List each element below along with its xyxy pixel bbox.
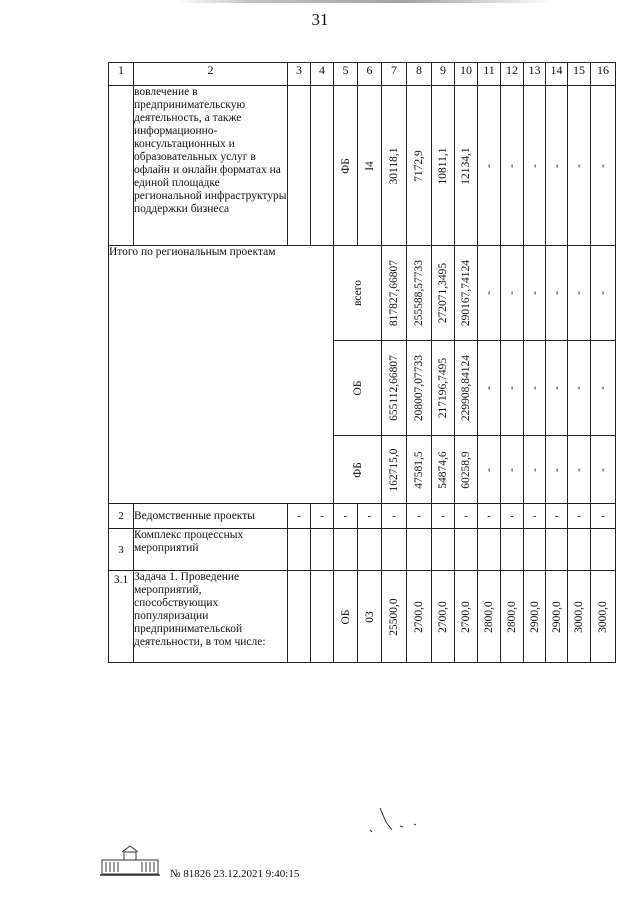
dash-cell <box>546 436 568 504</box>
budget-table <box>108 62 616 663</box>
row-number: 3.1 <box>109 571 134 663</box>
dash-text: - <box>528 386 541 390</box>
table-row <box>109 571 616 663</box>
header-cell: 3 <box>288 63 311 86</box>
page-number: 31 <box>311 10 329 29</box>
dash-cell: - <box>288 504 311 529</box>
value-cell <box>591 571 616 663</box>
dash-text: - <box>550 386 563 390</box>
empty-cell <box>432 529 455 571</box>
dash-cell <box>591 341 616 436</box>
value-cell <box>432 86 455 246</box>
dash-cell <box>591 246 616 341</box>
value-text: 2900,0 <box>528 600 541 633</box>
dash-text: - <box>597 467 609 472</box>
header-cell: 15 <box>568 63 591 86</box>
source-cell <box>334 246 382 341</box>
dash-cell <box>546 86 568 246</box>
row-description: Ведомственные проекты <box>134 504 288 529</box>
dash-cell <box>501 86 524 246</box>
dash-cell <box>524 436 546 504</box>
dash-text: - <box>573 291 585 295</box>
dash-cell: - <box>455 504 478 529</box>
header-cell: 4 <box>311 63 334 86</box>
pen-marks <box>340 800 460 840</box>
dash-cell <box>524 246 546 341</box>
empty-cell <box>455 529 478 571</box>
dash-cell <box>478 436 501 504</box>
code-text: 03 <box>363 610 376 623</box>
source-cell <box>334 86 358 246</box>
empty-cell <box>288 86 311 246</box>
dash-cell <box>591 86 616 246</box>
value-cell <box>478 571 501 663</box>
value-cell <box>407 246 432 341</box>
dash-cell <box>568 86 591 246</box>
value-cell <box>455 436 478 504</box>
empty-cell <box>311 571 334 663</box>
value-cell <box>382 86 407 246</box>
dash-cell <box>478 246 501 341</box>
scan-artifact <box>175 0 555 3</box>
dash-cell: - <box>407 504 432 529</box>
header-cell: 9 <box>432 63 455 86</box>
value-cell <box>455 86 478 246</box>
empty-cell <box>382 529 407 571</box>
table-row <box>109 86 616 246</box>
dash-cell: - <box>501 504 524 529</box>
dash-text: - <box>528 291 541 295</box>
value-text: 54874,6 <box>437 450 449 489</box>
dash-cell: - <box>382 504 407 529</box>
empty-cell <box>358 529 382 571</box>
registration-footer <box>100 838 360 888</box>
source-cell <box>334 341 382 436</box>
code-cell <box>358 86 382 246</box>
row-description: Задача 1. Проведение мероприятий, способствующих популяризации предпринимательской деятельности, в том числе: <box>134 571 288 663</box>
source-text: всего <box>351 280 364 306</box>
dash-cell <box>568 436 591 504</box>
dash-text: - <box>573 467 585 472</box>
value-text: 217196,7495 <box>437 357 449 419</box>
value-text: 30118,1 <box>388 147 400 184</box>
table-row <box>109 504 616 529</box>
value-cell <box>568 571 591 663</box>
value-cell <box>546 571 568 663</box>
empty-cell <box>478 529 501 571</box>
empty-cell <box>407 529 432 571</box>
source-cell <box>334 436 382 504</box>
value-text: 2700,0 <box>437 600 449 633</box>
value-cell <box>501 571 524 663</box>
value-text: 47581,5 <box>413 450 425 489</box>
value-cell <box>407 86 432 246</box>
value-text: 25500,0 <box>388 597 400 636</box>
value-text: 7172,9 <box>413 149 425 182</box>
dash-text: - <box>506 386 518 390</box>
empty-cell <box>546 529 568 571</box>
dash-cell: - <box>311 504 334 529</box>
header-row <box>109 63 616 86</box>
value-text: 10811,1 <box>437 147 449 184</box>
table-row <box>109 529 616 571</box>
dash-cell: - <box>334 504 358 529</box>
value-text: 817827,66807 <box>388 259 400 327</box>
value-text: 162715,0 <box>388 447 400 492</box>
dash-cell <box>478 341 501 436</box>
empty-cell <box>591 529 616 571</box>
dash-text: - <box>528 467 541 472</box>
dash-cell <box>568 341 591 436</box>
table-row <box>109 246 616 341</box>
dash-cell: - <box>591 504 616 529</box>
building-emblem-icon <box>100 844 160 878</box>
dash-text: - <box>550 291 563 295</box>
dash-text: - <box>506 291 518 295</box>
code-cell <box>358 571 382 663</box>
header-cell: 8 <box>407 63 432 86</box>
value-text: 2800,0 <box>483 600 495 633</box>
value-cell <box>407 341 432 436</box>
value-cell <box>524 571 546 663</box>
value-text: 3000,0 <box>597 600 609 633</box>
source-text: ФБ <box>351 461 364 478</box>
value-text: 2700,0 <box>413 600 425 633</box>
dash-cell <box>478 86 501 246</box>
value-cell <box>432 341 455 436</box>
empty-cell <box>334 529 358 571</box>
empty-cell <box>524 529 546 571</box>
value-text: 290167,74124 <box>460 259 472 327</box>
dash-cell <box>524 341 546 436</box>
value-cell <box>407 436 432 504</box>
value-cell <box>382 341 407 436</box>
value-cell <box>382 246 407 341</box>
dash-text: - <box>597 163 609 168</box>
value-text: 655112,66807 <box>388 355 400 421</box>
source-text: ОБ <box>339 609 352 624</box>
value-cell <box>382 571 407 663</box>
empty-cell <box>501 529 524 571</box>
value-text: 2700,0 <box>460 600 472 633</box>
header-cell: 13 <box>524 63 546 86</box>
total-label: Итого по региональным проектам <box>109 246 334 504</box>
dash-cell: - <box>524 504 546 529</box>
dash-cell <box>501 436 524 504</box>
value-cell <box>407 571 432 663</box>
empty-cell <box>288 529 311 571</box>
source-cell <box>334 571 358 663</box>
dash-text: - <box>483 467 495 472</box>
dash-text: - <box>597 386 609 390</box>
dash-text: - <box>528 163 541 168</box>
header-cell: 12 <box>501 63 524 86</box>
header-cell: 5 <box>334 63 358 86</box>
value-cell <box>455 571 478 663</box>
dash-cell <box>591 436 616 504</box>
row-number-cell <box>109 86 134 246</box>
dash-cell: - <box>478 504 501 529</box>
header-cell: 10 <box>455 63 478 86</box>
value-text: 60258,9 <box>460 450 472 489</box>
header-cell: 6 <box>358 63 382 86</box>
value-text: 229908,84124 <box>460 354 472 422</box>
dash-cell <box>501 341 524 436</box>
row-description: вовлечение в предпринимательскую деятельность, а также информационно-консультационных и образовательных услуг в офлайн и онлайн форматах на единой площадке региональной инфраструктуры поддержки бизнеса <box>134 86 288 246</box>
header-cell: 16 <box>591 63 616 86</box>
dash-text: - <box>597 291 609 295</box>
dash-text: - <box>550 467 563 472</box>
dash-cell <box>546 246 568 341</box>
empty-cell <box>568 529 591 571</box>
dash-cell <box>501 246 524 341</box>
row-number: 3 <box>109 529 134 571</box>
value-text: 2900,0 <box>550 600 563 633</box>
dash-cell <box>524 86 546 246</box>
value-text: 255588,57733 <box>413 259 425 327</box>
dash-text: - <box>483 291 495 295</box>
value-text: 2800,0 <box>506 600 518 633</box>
value-cell <box>432 436 455 504</box>
source-text: ФБ <box>339 157 352 174</box>
header-cell: 2 <box>134 63 288 86</box>
dash-cell: - <box>568 504 591 529</box>
row-number: 2 <box>109 504 134 529</box>
value-text: 12134,1 <box>460 146 472 185</box>
dash-text: - <box>483 386 495 390</box>
row-description: Комплекс процессных мероприятий <box>134 529 288 571</box>
dash-cell <box>546 341 568 436</box>
dash-text: - <box>550 163 563 168</box>
registration-number: № 81826 23.12.2021 9:40:15 <box>170 868 300 880</box>
value-cell <box>455 341 478 436</box>
value-cell <box>382 436 407 504</box>
value-text: 208007,07733 <box>413 354 425 422</box>
header-cell: 14 <box>546 63 568 86</box>
dash-cell: - <box>546 504 568 529</box>
header-cell: 7 <box>382 63 407 86</box>
empty-cell <box>311 86 334 246</box>
source-text: ОБ <box>351 380 364 396</box>
value-cell <box>455 246 478 341</box>
header-cell: 1 <box>109 63 134 86</box>
code-text: I4 <box>363 160 376 171</box>
dash-cell <box>568 246 591 341</box>
value-cell <box>432 571 455 663</box>
value-text: 272071,3495 <box>437 262 449 324</box>
dash-text: - <box>506 163 518 168</box>
dash-text: - <box>573 386 585 390</box>
header-cell: 11 <box>478 63 501 86</box>
dash-text: - <box>573 163 585 168</box>
value-text: 3000,0 <box>573 600 585 633</box>
dash-text: - <box>506 467 518 472</box>
value-cell <box>432 246 455 341</box>
dash-text: - <box>483 163 495 168</box>
empty-cell <box>288 571 311 663</box>
empty-cell <box>311 529 334 571</box>
dash-cell: - <box>358 504 382 529</box>
dash-cell: - <box>432 504 455 529</box>
